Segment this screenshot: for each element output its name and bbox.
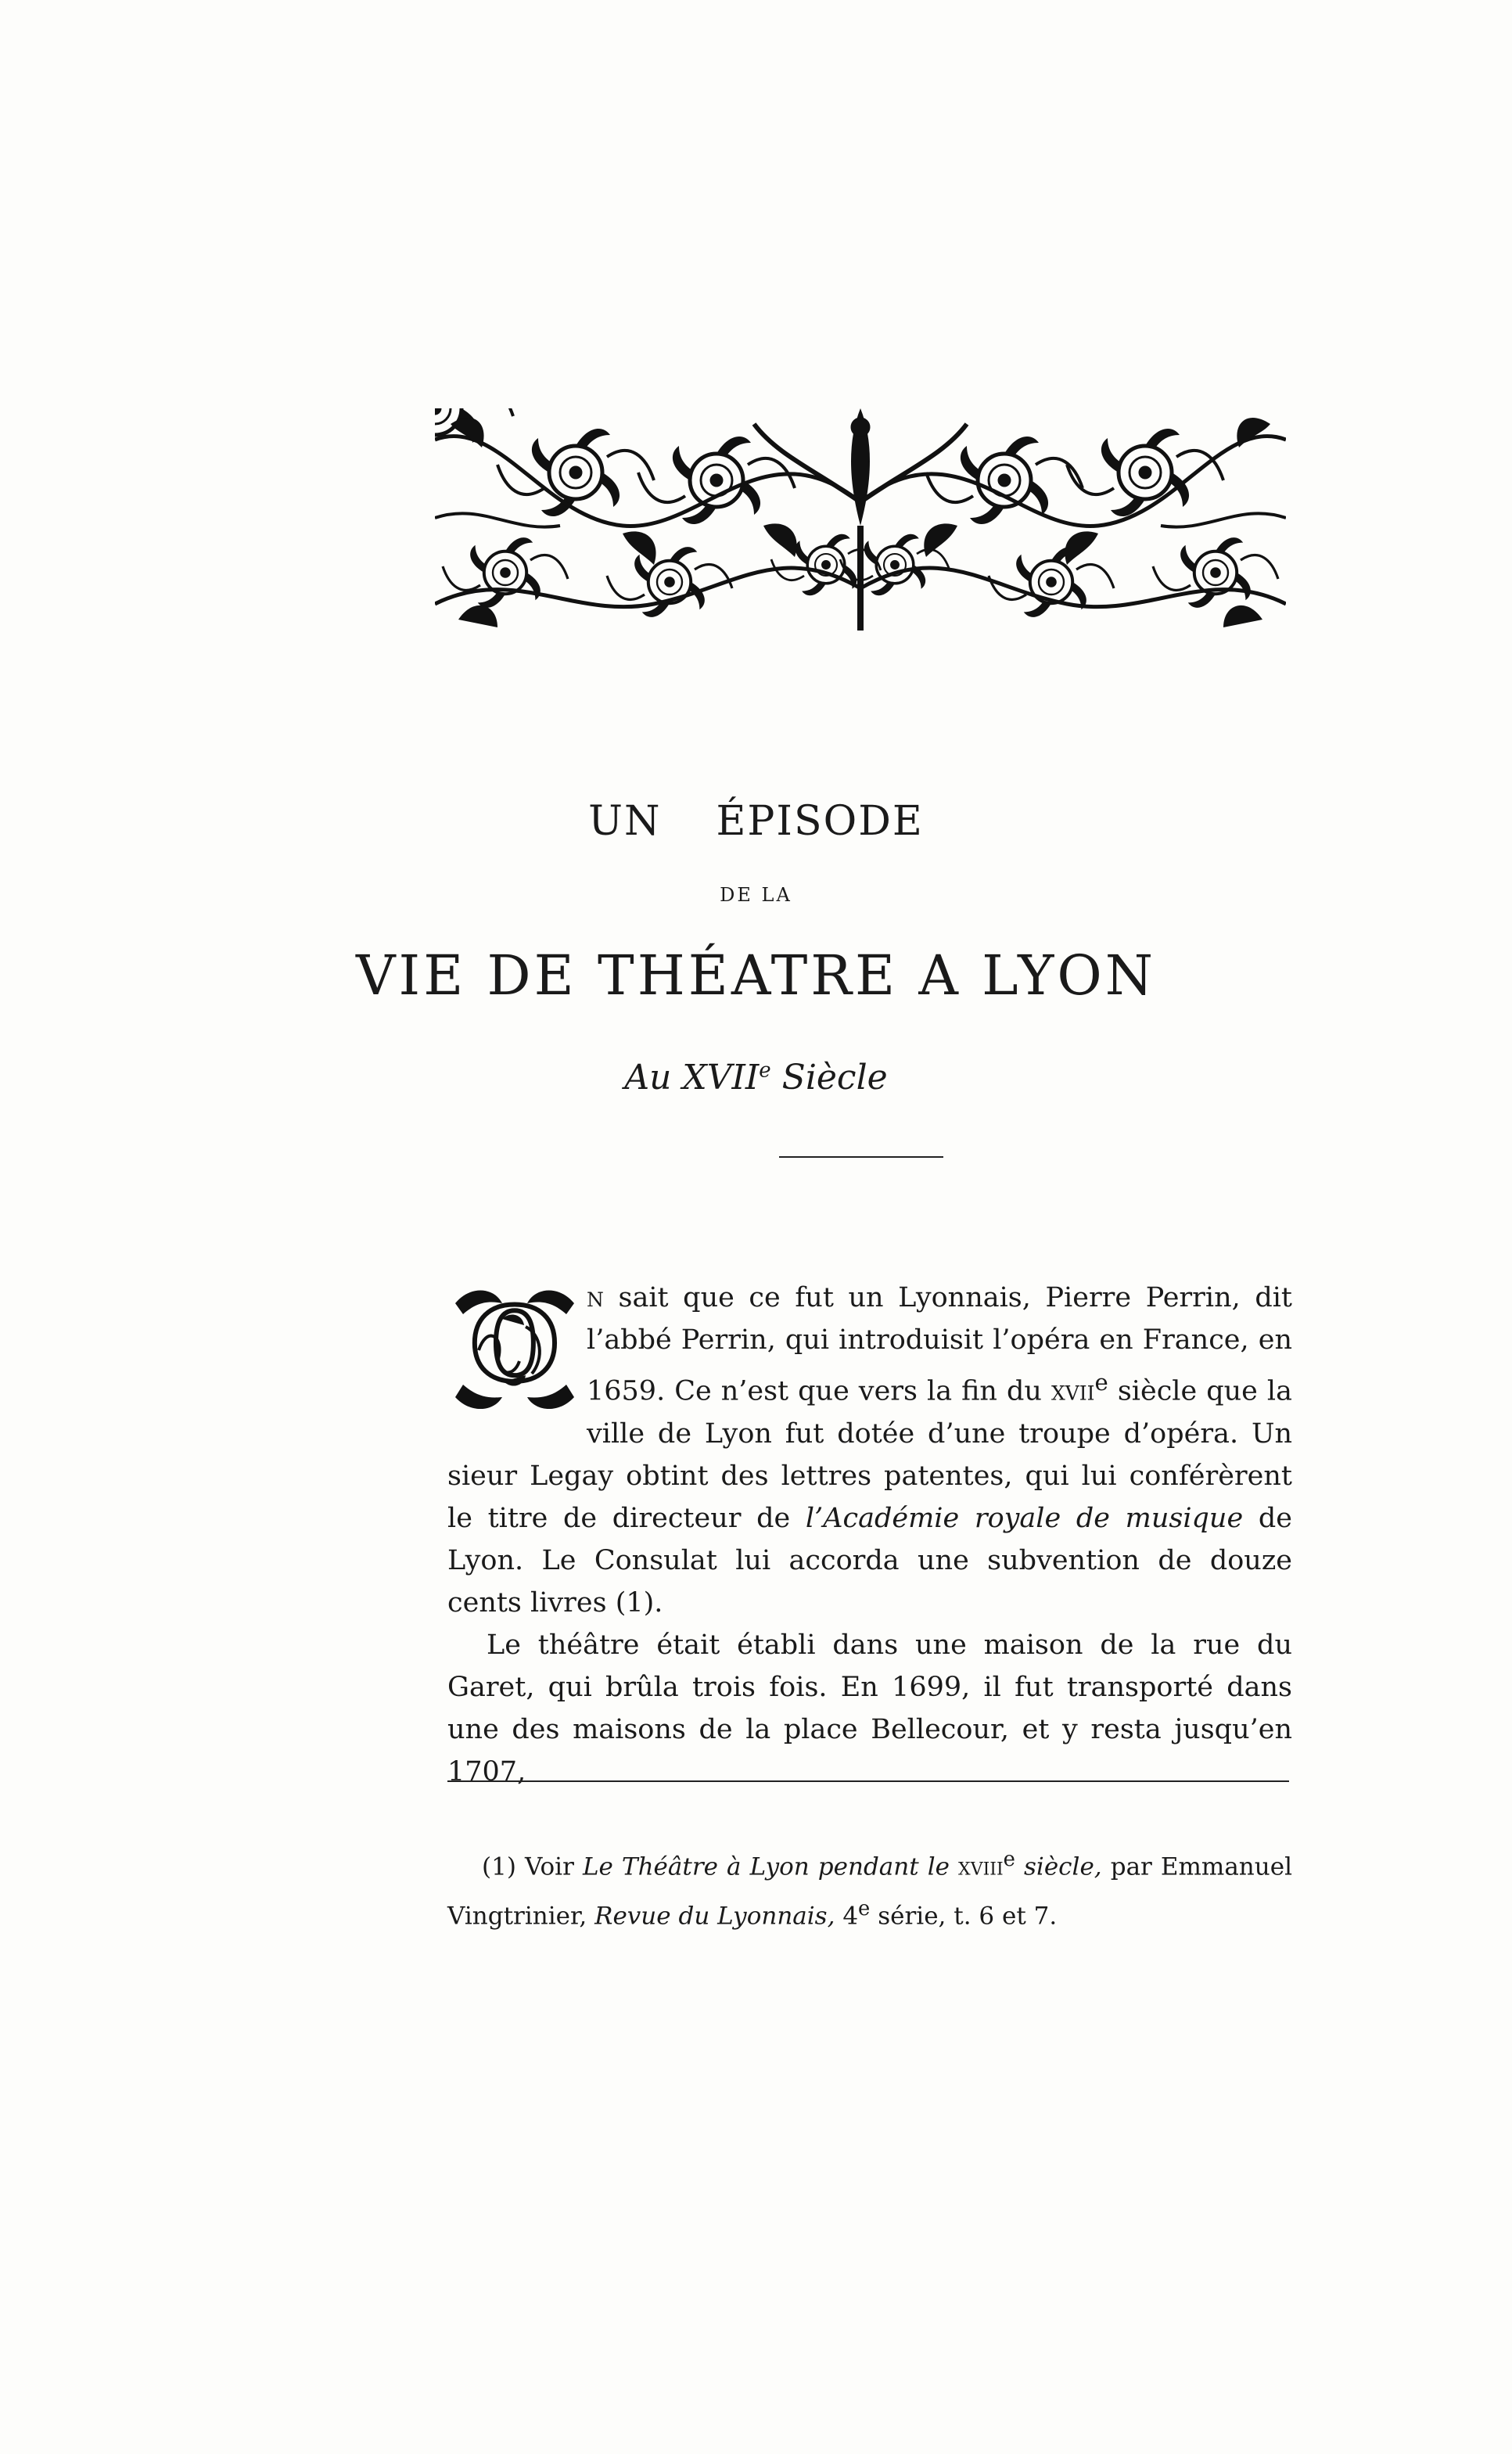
fn-b: par Emmanuel Vingtrinier, bbox=[447, 1852, 1292, 1931]
fn-italic-2: siècle, bbox=[1024, 1852, 1102, 1881]
floral-headpiece-ornament bbox=[435, 408, 1286, 631]
p1-text-b: siècle que la ville de Lyon fut dotée d’une troupe d’opéra. Un sieur Legay obtint des lettres patentes, qui lui conférèrent le titre de directeur de bbox=[447, 1375, 1292, 1534]
main-title: VIE DE THÉATRE A LYON bbox=[356, 943, 1156, 1008]
title-line-2: DE LA bbox=[720, 884, 792, 906]
fn-c: 4 bbox=[842, 1902, 859, 1931]
paragraph-2: Le théâtre était établi dans une maison de la rue du Garet, qui brûla trois fois. En 1699, il fut transporté dans une des maisons de la place Bellecour, et y resta jusqu’en 1707, bbox=[447, 1629, 1292, 1788]
fn-italic-1: Le Théâtre à Lyon pendant le bbox=[582, 1852, 950, 1881]
p1-century-sup: e bbox=[1094, 1369, 1108, 1396]
fn-century: xviii bbox=[958, 1852, 1004, 1881]
dropcap bbox=[447, 1280, 582, 1417]
fn-d: série, t. 6 et 7. bbox=[878, 1902, 1058, 1931]
title-word-un: UN bbox=[588, 798, 662, 845]
fn-c-sup: e bbox=[858, 1897, 871, 1921]
dropcap-letter: O bbox=[470, 1284, 559, 1404]
ornate-dropcap-icon bbox=[447, 1280, 582, 1417]
subtitle-century bbox=[0, 1058, 1512, 1098]
p1-lead: n bbox=[587, 1282, 604, 1313]
footnote-rule bbox=[447, 1780, 1289, 1782]
p1-academie: l’Académie royale de musique bbox=[805, 1502, 1244, 1534]
fn-italic-3: Revue du Lyonnais, bbox=[594, 1902, 835, 1931]
body-text bbox=[447, 1277, 1292, 1793]
fn-century-sup: e bbox=[1003, 1848, 1015, 1871]
fn-a: (1) Voir bbox=[482, 1852, 574, 1881]
title-word-episode: ÉPISODE bbox=[716, 798, 924, 845]
title-rule bbox=[779, 1156, 943, 1158]
p1-text-a: sait que ce fut un Lyonnais, Pierre Perrin, dit l’abbé Perrin, qui introduisit l’opéra en France, en 1659. Ce n’est que vers la fin du bbox=[587, 1282, 1292, 1407]
subtitle-suffix: Siècle bbox=[781, 1058, 888, 1098]
subtitle-sup: e bbox=[759, 1058, 771, 1083]
subtitle-prefix: Au XVII bbox=[624, 1058, 760, 1098]
p1-text-c: de Lyon. Le Consulat lui accorda une subvention de douze cents livres (1). bbox=[447, 1502, 1292, 1619]
title-line-1 bbox=[0, 798, 1512, 845]
p1-century: xvii bbox=[1050, 1375, 1095, 1407]
footnote-text bbox=[447, 1838, 1292, 1938]
footnote bbox=[447, 1838, 1292, 1938]
